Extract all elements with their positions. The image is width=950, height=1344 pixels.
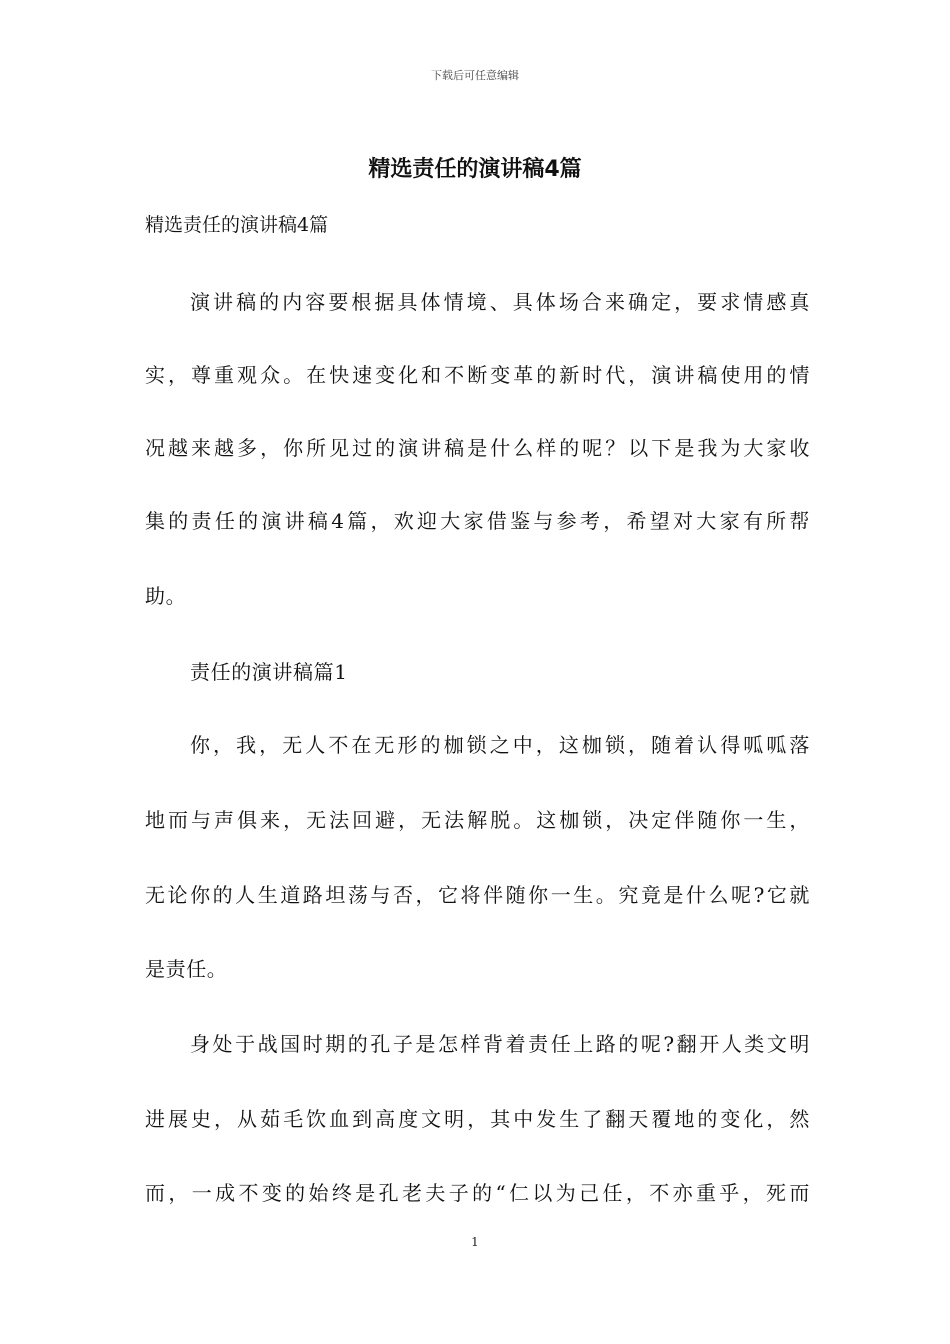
page-number: 1 xyxy=(471,1235,479,1249)
paragraph-line: 是责任。 xyxy=(145,957,228,981)
paragraph-line: 身处于战国时期的孔子是怎样背着责任上路的呢?翻开人类文明 xyxy=(190,1032,810,1056)
document-subtitle: 精选责任的演讲稿4篇 xyxy=(145,214,329,236)
paragraph-line: 集的责任的演讲稿4篇，欢迎大家借鉴与参考，希望对大家有所帮 xyxy=(145,509,810,533)
paragraph-line: 地而与声俱来，无法回避，无法解脱。这枷锁，决定伴随你一生， xyxy=(145,808,810,832)
paragraph-line: 实，尊重观众。在快速变化和不断变革的新时代，演讲稿使用的情 xyxy=(145,363,810,387)
paragraph-line: 你，我，无人不在无形的枷锁之中，这枷锁，随着认得呱呱落 xyxy=(190,733,810,757)
paragraph-line: 无论你的人生道路坦荡与否，它将伴随你一生。究竟是什么呢?它就 xyxy=(145,883,810,907)
paragraph-line: 助。 xyxy=(145,584,187,608)
paragraph-line: 而，一成不变的始终是孔老夫子的“仁以为己任，不亦重乎，死而 xyxy=(145,1181,810,1205)
paragraph-line: 进展史，从茹毛饮血到高度文明，其中发生了翻天覆地的变化，然 xyxy=(145,1107,810,1131)
document-title: 精选责任的演讲稿4篇 xyxy=(368,157,582,182)
page-header: 下载后可任意编辑 xyxy=(431,69,519,82)
paragraph-line: 况越来越多，你所见过的演讲稿是什么样的呢？以下是我为大家收 xyxy=(145,436,810,460)
paragraph-line: 演讲稿的内容要根据具体情境、具体场合来确定，要求情感真 xyxy=(190,290,810,314)
section-heading: 责任的演讲稿篇1 xyxy=(190,660,348,684)
